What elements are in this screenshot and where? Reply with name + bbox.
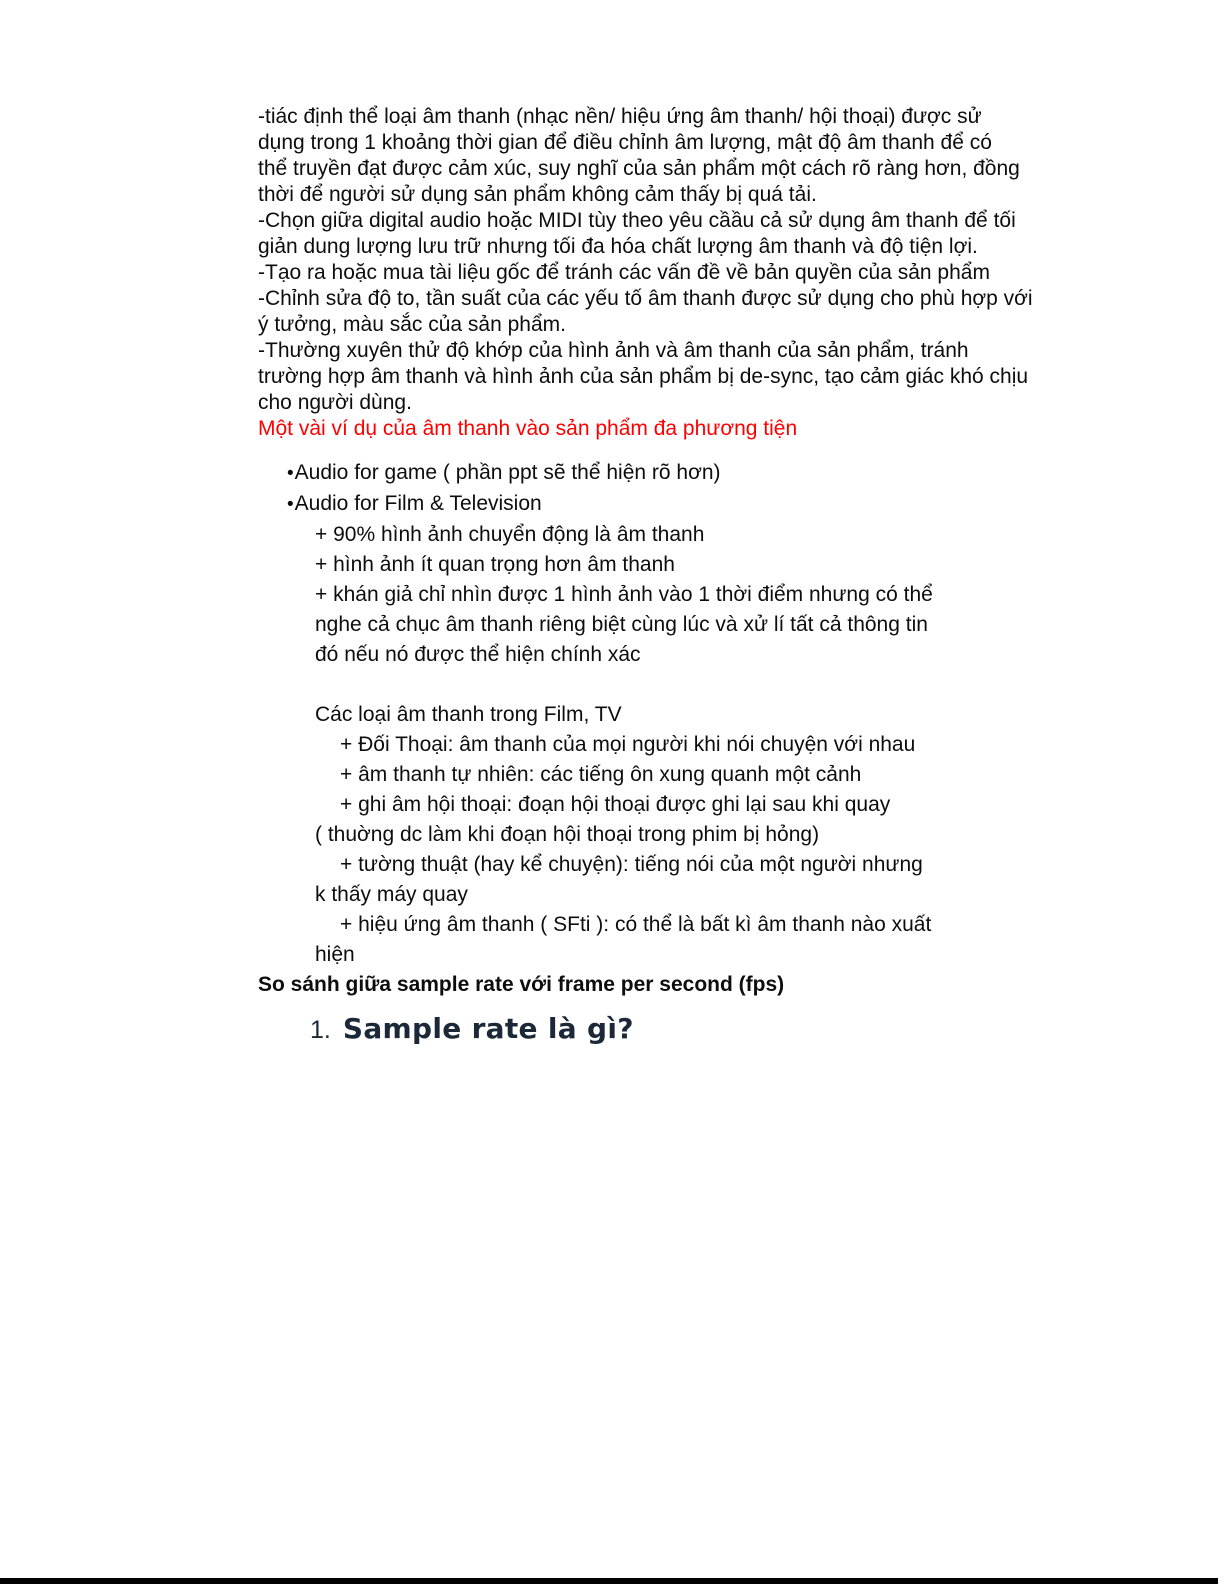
bullet-icon: •	[287, 463, 294, 484]
sub-point-line: + âm thanh tự nhiên: các tiếng ôn xung quanh một cảnh	[340, 763, 862, 786]
paragraph-line: cho người dùng.	[258, 391, 412, 414]
document-content	[258, 104, 1033, 1045]
sub-point-line: + 90% hình ảnh chuyển động là âm thanh	[315, 523, 705, 546]
sub-point-line: + hiệu ứng âm thanh ( SFti ): có thể là bất kì âm thanh nào xuất	[340, 913, 932, 936]
numbered-heading	[258, 1012, 988, 1045]
bullet-icon: •	[287, 494, 294, 515]
paragraph-line: -Chỉnh sửa độ to, tần suất của các yếu tố âm thanh được sử dụng cho phù hợp với	[258, 287, 1033, 310]
sub-point-line: + ghi âm hội thoại: đoạn hội thoại được ghi lại sau khi quay	[340, 793, 891, 816]
sub-point-line: + khán giả chỉ nhìn được 1 hình ảnh vào 1 thời điểm nhưng có thể	[315, 583, 933, 606]
bullet-item-label: Audio for Film & Television	[294, 492, 542, 515]
heading-title: Sample rate là gì?	[342, 1012, 634, 1045]
sub-point-continuation: hiện	[315, 943, 355, 966]
paragraph-line: trường hợp âm thanh và hình ảnh của sản phẩm bị de-sync, tạo cảm giác khó chịu	[258, 365, 1029, 388]
paragraph-line: -Thường xuyên thử độ khớp của hình ảnh và âm thanh của sản phẩm, tránh	[258, 339, 969, 362]
paragraph-line: giản dung lượng lưu trữ nhưng tối đa hóa chất lượng âm thanh và độ tiện lợi.	[258, 235, 978, 258]
bullet-item	[258, 458, 988, 489]
heading-number: 1.	[310, 1016, 331, 1044]
bullet-item-label: Audio for game ( phần ppt sẽ thể hiện rõ hơn)	[294, 461, 721, 484]
bold-subheading: So sánh giữa sample rate với frame per second (fps)	[258, 973, 785, 996]
paragraph-line: thời để người sử dụng sản phẩm không cảm thấy bị quá tải.	[258, 183, 817, 206]
sub-point-continuation: ( thuờng dc làm khi đoạn hội thoại trong phim bị hỏng)	[315, 823, 820, 846]
blank-line	[258, 670, 988, 700]
film-tv-title: Các loại âm thanh trong Film, TV	[315, 703, 622, 726]
sub-point-line: đó nếu nó được thể hiện chính xác	[315, 643, 641, 666]
examples-list	[258, 458, 988, 1000]
sub-point-line: + hình ảnh ít quan trọng hơn âm thanh	[315, 553, 675, 576]
bullet-item	[258, 489, 988, 520]
paragraph-line: thể truyền đạt được cảm xúc, suy nghĩ của sản phẩm một cách rõ ràng hơn, đồng	[258, 157, 1020, 180]
paragraph-line: -Tạo ra hoặc mua tài liệu gốc để tránh các vấn đề về bản quyền của sản phẩm	[258, 261, 990, 284]
paragraph-line: dụng trong 1 khoảng thời gian để điều chỉnh âm lượng, mật độ âm thanh để có	[258, 131, 992, 154]
red-section-heading: Một vài ví dụ của âm thanh vào sản phẩm đa phương tiện	[258, 417, 798, 440]
sub-point-continuation: k thấy máy quay	[315, 883, 468, 906]
paragraph-line: -tiác định thể loại âm thanh (nhạc nền/ hiệu ứng âm thanh/ hội thoại) được sử	[258, 105, 982, 128]
paragraph-line: ý tưởng, màu sắc của sản phẩm.	[258, 313, 566, 336]
sub-point-line: + Đối Thoại: âm thanh của mọi người khi nói chuyện với nhau	[340, 733, 916, 756]
paragraph-line: -Chọn giữa digital audio hoặc MIDI tùy theo yêu cầầu cả sử dụng âm thanh để tối	[258, 209, 1016, 232]
sub-point-line: + tường thuật (hay kể chuyện): tiếng nói của một người nhưng	[340, 853, 923, 876]
sub-point-line: nghe cả chục âm thanh riêng biệt cùng lúc và xử lí tất cả thông tin	[315, 613, 928, 636]
page-bottom-border	[0, 1578, 1218, 1584]
